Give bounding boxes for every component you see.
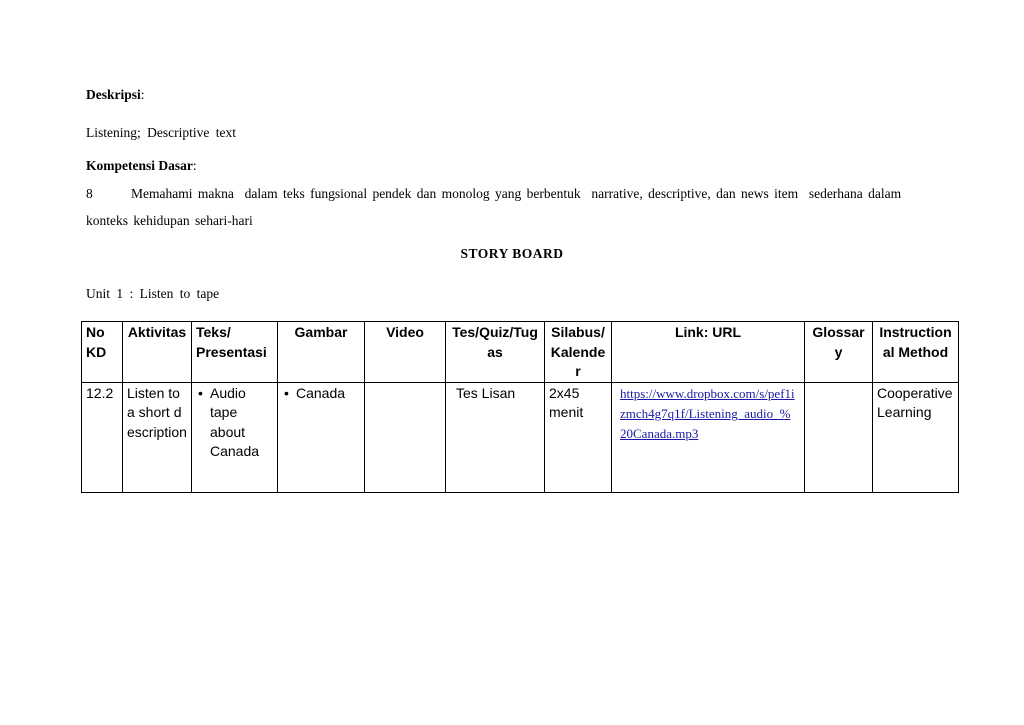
kompetensi-text-1: Memahami makna dalam teks fungsional pendek dan monolog yang berbentuk narrative, descriptive, dan news item sederhana dalam: [131, 186, 902, 201]
kompetensi-colon: :: [192, 158, 197, 173]
gambar-bullet-item: • Canada: [296, 384, 360, 404]
header-teks: Teks/ Presentasi: [192, 322, 278, 383]
deskripsi-text: Listening; Descriptive text: [86, 125, 236, 140]
cell-aktivitas: Listen to a short description: [123, 382, 192, 492]
page-title: STORY BOARD: [460, 246, 564, 261]
cell-no-kd: 12.2: [82, 382, 123, 492]
header-silabus: Silabus/ Kalender: [545, 322, 612, 383]
cell-link-url[interactable]: https://www.dropbox.com/s/pef1izmch4g7q1f/Listening_audio_%20Canada.mp3: [612, 382, 805, 492]
cell-method: Cooperative Learning: [873, 382, 959, 492]
unit-title: Unit 1 : Listen to tape: [86, 286, 220, 301]
header-tes: Tes/Quiz/Tugas: [446, 322, 545, 383]
storyboard-table: [81, 321, 959, 493]
kompetensi-label: Kompetensi Dasar: [86, 158, 193, 173]
cell-silabus: 2x45 menit: [545, 382, 612, 492]
cell-gambar: [278, 382, 365, 492]
cell-tes: Tes Lisan: [446, 382, 545, 492]
cell-teks: [192, 382, 278, 492]
header-video: Video: [365, 322, 446, 383]
cell-glossary: [805, 382, 873, 492]
teks-bullet-item: • Audio tape about Canada: [210, 384, 273, 462]
deskripsi-label: Deskripsi: [86, 87, 141, 102]
table-row: [82, 382, 959, 492]
table-header-row: [82, 322, 959, 383]
kompetensi-line-1: [86, 186, 901, 202]
cell-video: [365, 382, 446, 492]
deskripsi-colon: :: [140, 87, 145, 102]
deskripsi-heading: [86, 87, 145, 103]
header-no-kd: No KD: [82, 322, 123, 383]
header-gambar: Gambar: [278, 322, 365, 383]
header-aktivitas: Aktivitas: [123, 322, 192, 383]
header-glossary: Glossary: [805, 322, 873, 383]
header-method: Instructional Method: [873, 322, 959, 383]
kompetensi-text-2: konteks kehidupan sehari-hari: [86, 213, 253, 228]
kompetensi-heading: [86, 158, 197, 174]
kompetensi-number: 8: [86, 186, 93, 201]
header-link: Link: URL: [612, 322, 805, 383]
